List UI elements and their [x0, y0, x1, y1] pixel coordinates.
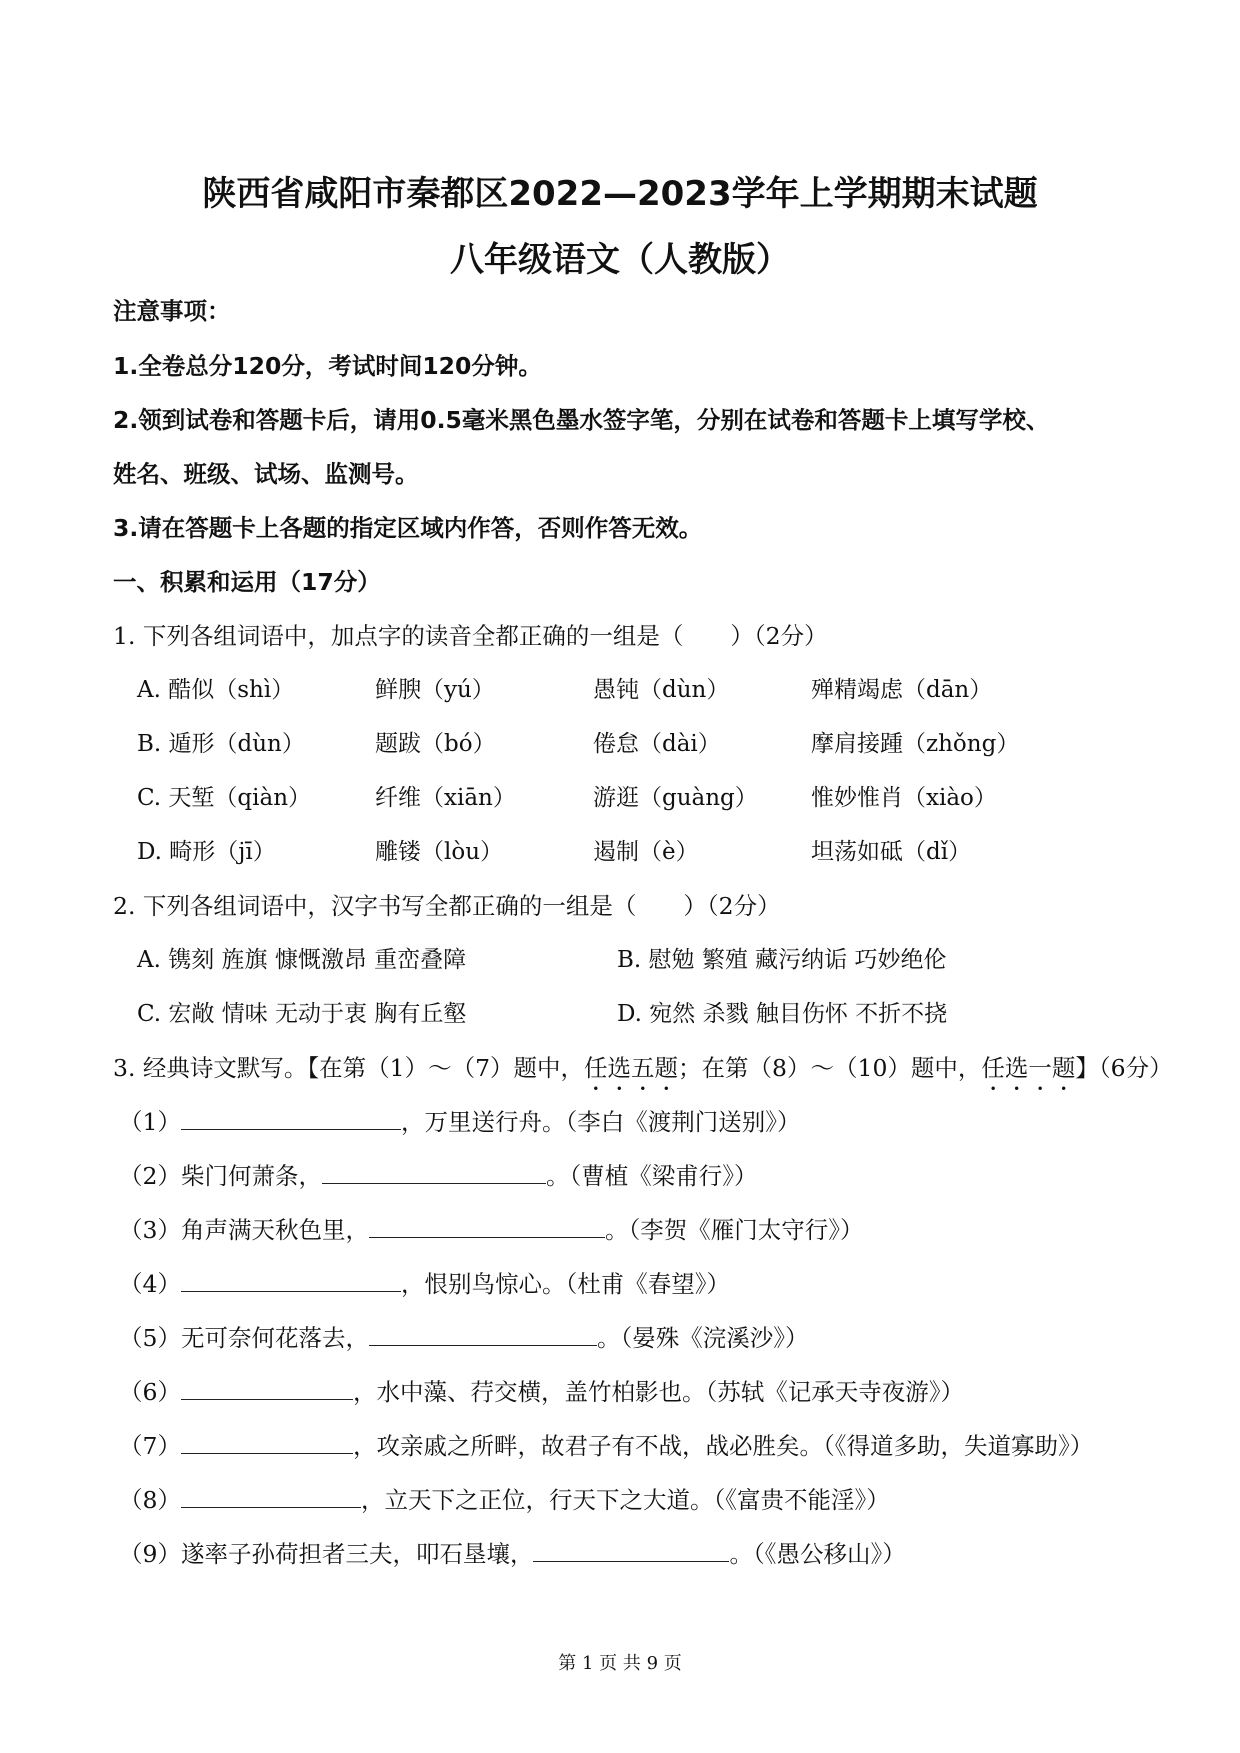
q3-item-7-post: ，攻亲戚之所畔，故君子有不战，战必胜矣。（《得道多助，失道寡助》） [352, 1432, 1094, 1460]
section-heading: 一、积累和运用（17分） [113, 568, 381, 596]
answer-blank[interactable] [322, 1161, 546, 1184]
notice-item-2b: 姓名、班级、试场、监测号。 [113, 460, 419, 488]
q3-item-5-pre: （5）无可奈何花落去， [119, 1324, 369, 1352]
q2-option-a: A. 镌刻 旌旗 慷慨激昂 重峦叠障 [137, 947, 467, 973]
exam-subtitle: 八年级语文（人教版） [450, 240, 790, 280]
q2-option-d: D. 宛然 杀戮 触目伤怀 不折不挠 [617, 1001, 948, 1027]
q1-option-b-1: B. 遁形（dùn） [137, 731, 305, 757]
answer-blank[interactable] [181, 1431, 353, 1454]
q3-stem-emphasis-1: 任选五题 [584, 1054, 679, 1082]
q1-option-c-4: 惟妙惟肖（xiào） [811, 785, 997, 811]
q1-option-c-3: 游逛（guàng） [593, 785, 758, 811]
answer-blank[interactable] [533, 1539, 729, 1562]
answer-blank[interactable] [181, 1107, 401, 1130]
q1-option-d-3: 遏制（è） [593, 839, 699, 865]
q1-option-b-2: 题跋（bó） [375, 731, 496, 757]
q3-item-9-pre: （9）遂率子孙荷担者三夫，叩石垦壤， [119, 1540, 534, 1568]
q1-option-d-4: 坦荡如砥（dǐ） [811, 839, 972, 865]
q1-option-a-3: 愚钝（dùn） [593, 677, 730, 703]
q3-item-6-post: ，水中藻、荇交横，盖竹柏影也。（苏轼《记承天寺夜游》） [352, 1378, 964, 1406]
q3-item-1-post: ，万里送行舟。（李白《渡荆门送别》） [400, 1108, 801, 1136]
q3-item-7 [119, 1429, 1093, 1463]
q3-item-1 [119, 1105, 800, 1139]
q3-item-2-post: 。（曹植《梁甫行》） [545, 1162, 758, 1190]
q3-item-7-pre: （7） [119, 1432, 181, 1460]
q3-item-3 [119, 1213, 863, 1247]
q3-item-8-post: ，立天下之正位，行天下之大道。（《富贵不能淫》） [360, 1486, 890, 1514]
q2-option-c: C. 宏敞 情味 无动于衷 胸有丘壑 [137, 1001, 467, 1027]
q3-stem-part2: ；在第（8）～（10）题中， [678, 1054, 982, 1082]
q1-option-b-4: 摩肩接踵（zhǒng） [811, 731, 1020, 757]
answer-blank[interactable] [369, 1323, 597, 1346]
answer-blank[interactable] [181, 1485, 361, 1508]
q1-option-c-2: 纤维（xiān） [375, 785, 516, 811]
notice-item-3: 3.请在答题卡上各题的指定区域内作答，否则作答无效。 [113, 514, 703, 542]
q3-item-6 [119, 1375, 964, 1409]
answer-blank[interactable] [369, 1215, 605, 1238]
q3-item-9-post: 。（《愚公移山》） [729, 1540, 906, 1568]
q1-option-a-2: 鲜腴（yú） [375, 677, 495, 703]
q3-item-8-pre: （8） [119, 1486, 181, 1514]
notice-item-1: 1.全卷总分120分，考试时间120分钟。 [113, 352, 542, 380]
answer-blank[interactable] [181, 1269, 401, 1292]
page-footer: 第 1 页 共 9 页 [558, 1653, 682, 1674]
q3-item-3-post: 。（李贺《雁门太守行》） [604, 1216, 864, 1244]
q3-item-2 [119, 1159, 757, 1193]
q1-option-a-1: A. 酷似（shì） [137, 677, 295, 703]
exam-title: 陕西省咸阳市秦都区2022—2023学年上学期期末试题 [202, 174, 1038, 214]
q3-item-3-pre: （3）角声满天秋色里， [119, 1216, 369, 1244]
notice-heading: 注意事项： [113, 297, 231, 325]
q1-option-d-2: 雕镂（lòu） [375, 839, 504, 865]
q3-item-5 [119, 1321, 808, 1355]
q1-option-b-3: 倦怠（dài） [593, 731, 721, 757]
q1-option-d-1: D. 畸形（jī） [137, 839, 276, 865]
q3-item-4-pre: （4） [119, 1270, 181, 1298]
question-1-stem: 1. 下列各组词语中，加点字的读音全都正确的一组是（ ）（2分） [113, 622, 828, 650]
q3-item-4-post: ，恨别鸟惊心。（杜甫《春望》） [400, 1270, 730, 1298]
q3-stem-part3: 】（6分） [1075, 1054, 1173, 1082]
q1-option-a-4: 殚精竭虑（dān） [811, 677, 993, 703]
q3-item-6-pre: （6） [119, 1378, 181, 1406]
answer-blank[interactable] [181, 1377, 353, 1400]
q2-option-b: B. 慰勉 繁殖 藏污纳诟 巧妙绝伦 [617, 947, 947, 973]
q3-item-5-post: 。（晏殊《浣溪沙》） [596, 1324, 809, 1352]
q3-stem-emphasis-2: 任选一题 [981, 1054, 1076, 1082]
question-2-stem: 2. 下列各组词语中，汉字书写全都正确的一组是（ ）（2分） [113, 892, 781, 920]
q3-item-1-pre: （1） [119, 1108, 181, 1136]
q3-item-8 [119, 1483, 890, 1517]
q3-item-9 [119, 1537, 906, 1571]
question-3-stem [113, 1051, 1173, 1096]
q3-stem-part1: 3. 经典诗文默写。【在第（1）～（7）题中， [113, 1054, 585, 1082]
q3-item-2-pre: （2）柴门何萧条， [119, 1162, 322, 1190]
q3-item-4 [119, 1267, 730, 1301]
notice-item-2a: 2.领到试卷和答题卡后，请用0.5毫米黑色墨水签字笔，分别在试卷和答题卡上填写学校、 [113, 406, 1050, 434]
q1-option-c-1: C. 天堑（qiàn） [137, 785, 312, 811]
